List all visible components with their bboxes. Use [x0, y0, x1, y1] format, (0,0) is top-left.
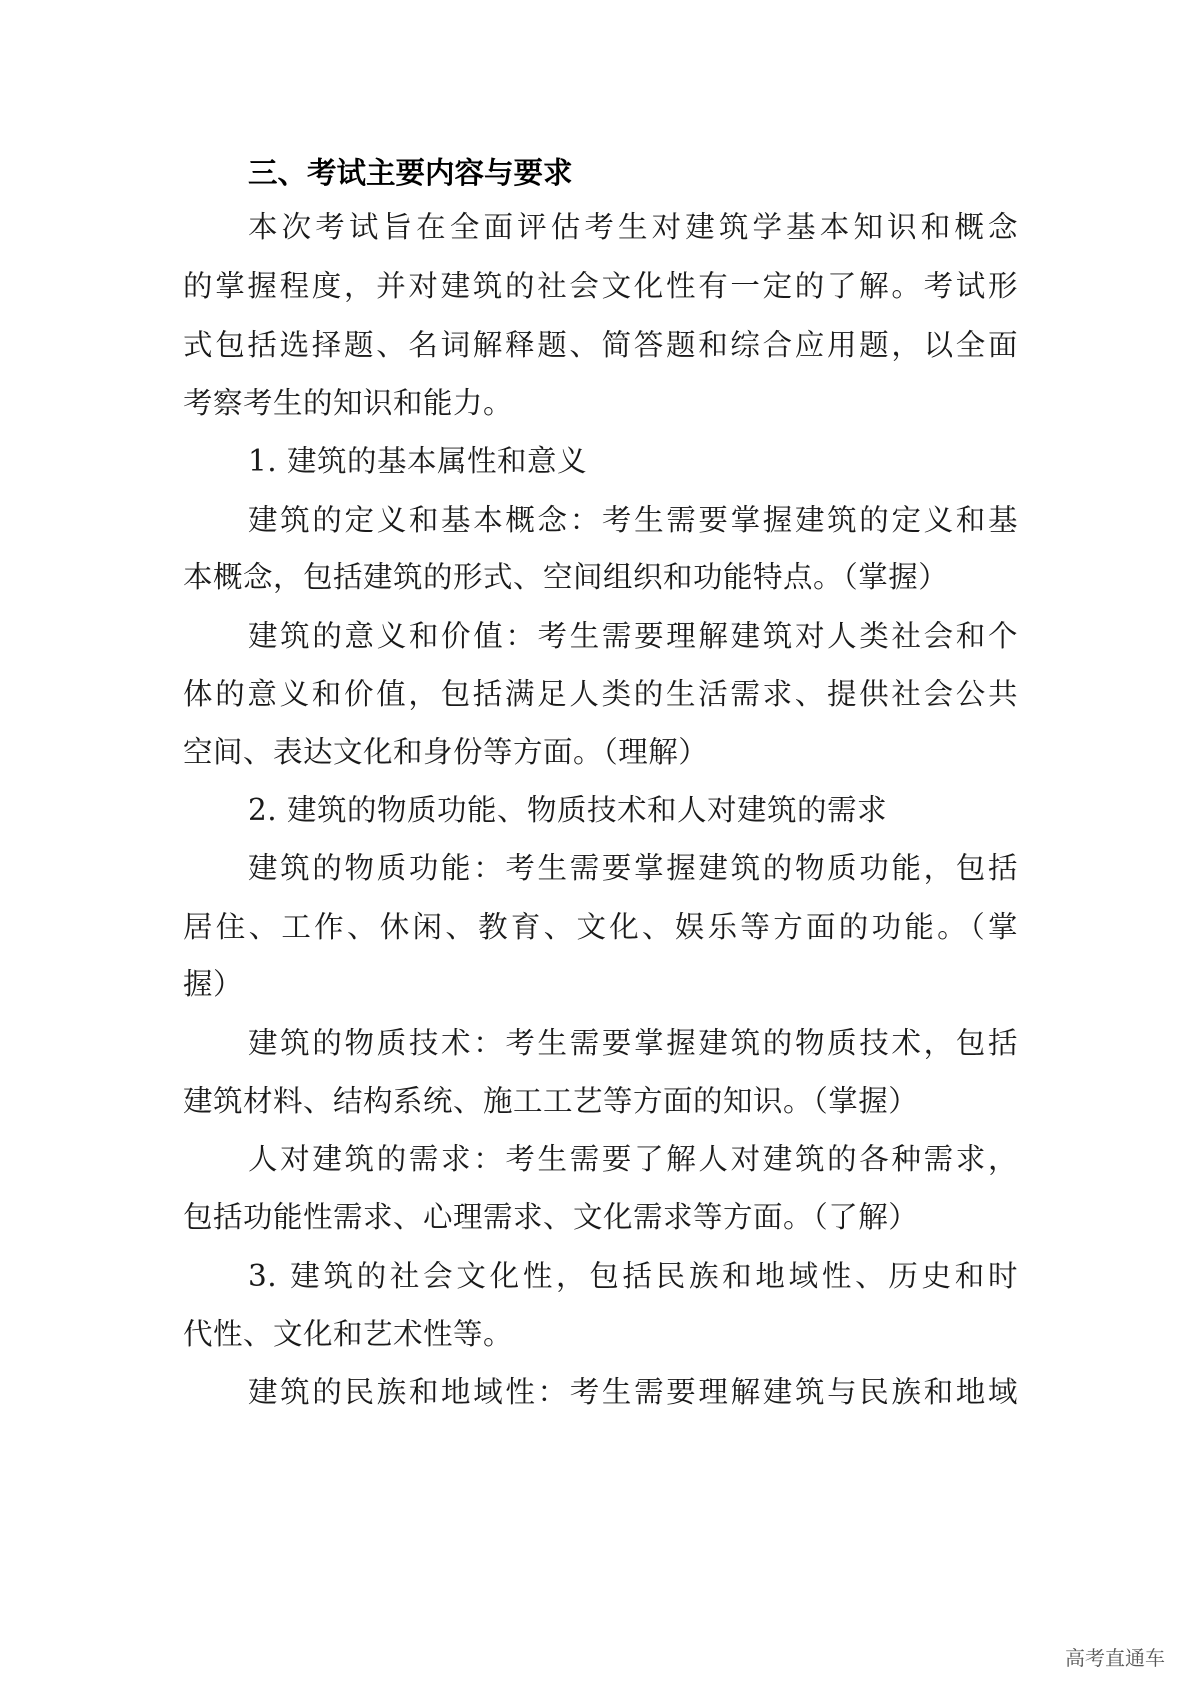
section-heading: 三、考试主要内容与要求	[248, 156, 573, 190]
paragraph-line: 居住、工作、休闲、教育、文化、娱乐等方面的功能。（掌	[183, 910, 1018, 944]
paragraph-line: 空间、表达文化和身份等方面。（理解）	[183, 735, 709, 769]
paragraph-line: 建筑的定义和基本概念：考生需要掌握建筑的定义和基	[248, 503, 1018, 537]
paragraph-line: 握）	[183, 967, 244, 1001]
paragraph-line: 本次考试旨在全面评估考生对建筑学基本知识和概念	[248, 210, 1018, 244]
paragraph-line: 建筑的物质技术：考生需要掌握建筑的物质技术，包括	[248, 1026, 1018, 1060]
subsection-heading: 3. 建筑的社会文化性，包括民族和地域性、历史和时	[248, 1259, 1018, 1293]
paragraph-line: 本概念，包括建筑的形式、空间组织和功能特点。（掌握）	[183, 560, 949, 594]
paragraph-line: 体的意义和价值，包括满足人类的生活需求、提供社会公共	[183, 677, 1018, 711]
watermark-text: 高考直通车	[1065, 1646, 1165, 1670]
paragraph-line: 包括功能性需求、心理需求、文化需求等方面。（了解）	[183, 1200, 919, 1234]
paragraph-line: 人对建筑的需求：考生需要了解人对建筑的各种需求，	[248, 1142, 1018, 1176]
paragraph-line: 代性、文化和艺术性等。	[183, 1317, 514, 1351]
paragraph-line: 建筑的民族和地域性：考生需要理解建筑与民族和地域	[248, 1375, 1018, 1409]
paragraph-line: 建筑的物质功能：考生需要掌握建筑的物质功能，包括	[248, 851, 1018, 885]
paragraph-line: 式包括选择题、名词解释题、简答题和综合应用题，以全面	[183, 328, 1018, 362]
subsection-heading: 2. 建筑的物质功能、物质技术和人对建筑的需求	[248, 793, 888, 827]
paragraph-line: 的掌握程度，并对建筑的社会文化性有一定的了解。考试形	[183, 269, 1018, 303]
paragraph-line: 考察考生的知识和能力。	[183, 386, 514, 420]
subsection-heading: 1. 建筑的基本属性和意义	[248, 444, 588, 478]
paragraph-line: 建筑的意义和价值：考生需要理解建筑对人类社会和个	[248, 619, 1018, 653]
paragraph-line: 建筑材料、结构系统、施工工艺等方面的知识。（掌握）	[183, 1084, 919, 1118]
